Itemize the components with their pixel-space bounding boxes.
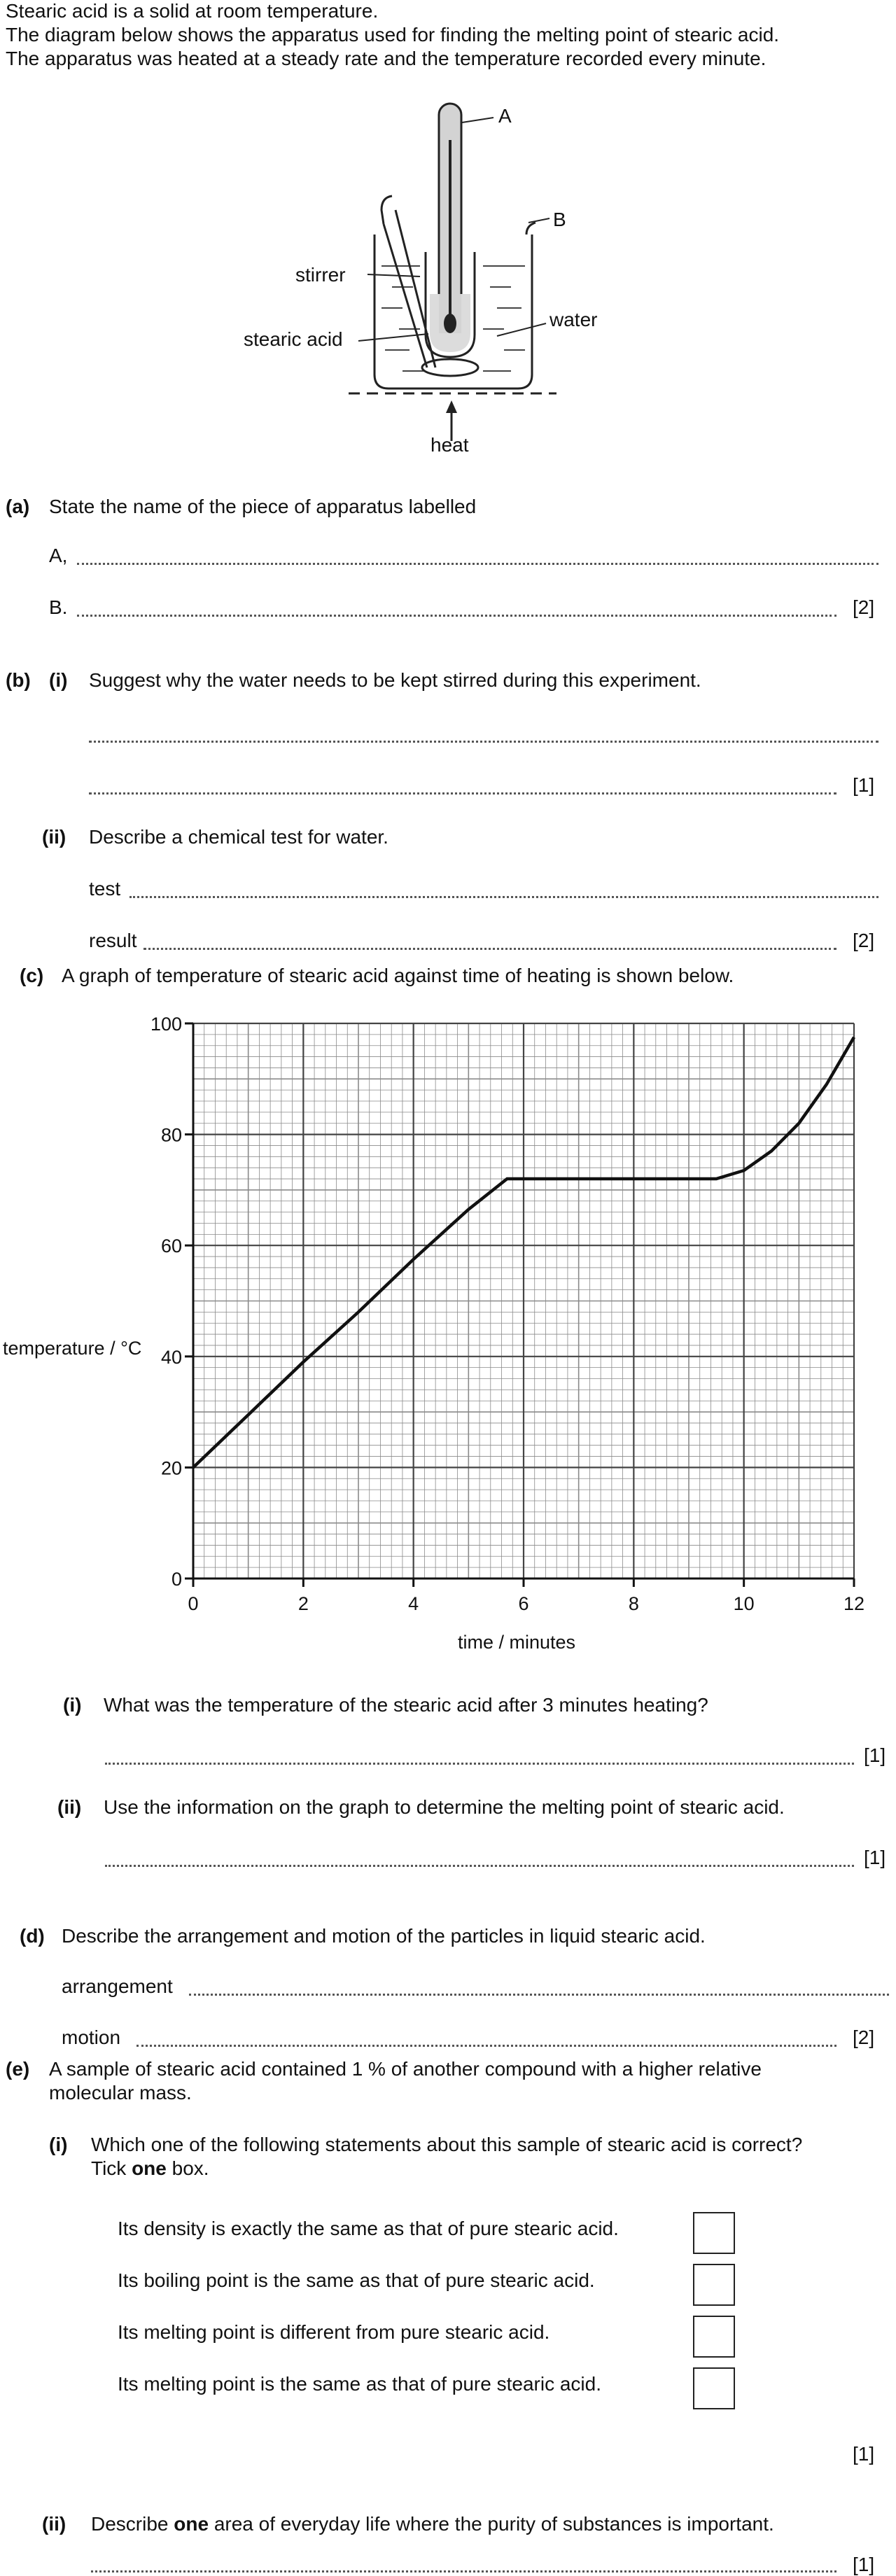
- q-d-number: (d): [20, 1925, 45, 1947]
- q-e-ii-marks: [1]: [853, 2554, 875, 2575]
- x-tick-label: 0: [188, 1593, 199, 1614]
- q-e-ii-number: (ii): [42, 2513, 66, 2535]
- q-d-arrangement-answer[interactable]: [189, 1994, 889, 1996]
- option-4-text: Its melting point is the same as that of pure stearic acid.: [118, 2373, 602, 2395]
- q-b-ii-text: Describe a chemical test for water.: [89, 826, 388, 848]
- q-d-text: Describe the arrangement and motion of the particles in liquid stearic acid.: [62, 1925, 706, 1947]
- q-e-text-2: molecular mass.: [49, 2082, 192, 2104]
- intro-line-1: Stearic acid is a solid at room temperature.: [6, 0, 379, 22]
- q-c-ii-marks: [1]: [864, 1847, 886, 1868]
- q-d-marks: [2]: [853, 2026, 875, 2048]
- option-2-tickbox[interactable]: [693, 2264, 735, 2306]
- q-e-i-text: Which one of the following statements about this sample of stearic acid is correct?: [91, 2134, 803, 2155]
- chart-ylabel: temperature / °C: [3, 1338, 142, 1359]
- y-tick-label: 80: [160, 1124, 182, 1146]
- q-b-ii-number: (ii): [42, 826, 66, 848]
- y-tick-label: 20: [160, 1457, 182, 1479]
- option-2-text: Its boiling point is the same as that of pure stearic acid.: [118, 2269, 595, 2291]
- q-a-marks: [2]: [853, 596, 875, 618]
- option-3-tickbox[interactable]: [693, 2316, 735, 2358]
- x-tick-label: 12: [843, 1593, 865, 1614]
- intro-line-3: The apparatus was heated at a steady rate and the temperature recorded every minute.: [6, 48, 766, 69]
- q-e-ii-answer[interactable]: [91, 2570, 836, 2572]
- q-a-label-a: A,: [49, 545, 68, 566]
- label-stearic-acid: stearic acid: [244, 328, 343, 350]
- chart-xlabel: time / minutes: [458, 1632, 576, 1653]
- q-b-ii-marks: [2]: [853, 930, 875, 951]
- q-b-result-label: result: [89, 930, 137, 951]
- tick-instruction-bold: one: [132, 2157, 167, 2179]
- q-e-ii-bold: one: [174, 2513, 209, 2535]
- q-c-i-text: What was the temperature of the stearic acid after 3 minutes heating?: [104, 1694, 708, 1716]
- q-b-i-text: Suggest why the water needs to be kept stirred during this experiment.: [89, 669, 701, 691]
- q-e-tick-instruction: [91, 2157, 209, 2180]
- q-e-ii-text: [91, 2513, 774, 2535]
- y-tick-label: 0: [171, 1569, 182, 1590]
- q-c-ii-text: Use the information on the graph to determine the melting point of stearic acid.: [104, 1796, 785, 1818]
- q-e-number: (e): [6, 2058, 30, 2080]
- x-tick-label: 4: [408, 1593, 419, 1614]
- q-c-number: (c): [20, 965, 44, 986]
- option-1-text: Its density is exactly the same as that of pure stearic acid.: [118, 2218, 619, 2239]
- q-c-i-number: (i): [63, 1694, 82, 1716]
- tick-instruction-post: box.: [166, 2157, 209, 2179]
- q-a-number: (a): [6, 496, 30, 517]
- label-water: water: [550, 309, 598, 330]
- label-stirrer: stirrer: [295, 264, 346, 286]
- q-c-i-marks: [1]: [864, 1744, 886, 1766]
- q-d-motion-answer[interactable]: [136, 2045, 836, 2047]
- q-d-arrangement-label: arrangement: [62, 1975, 173, 1997]
- y-tick-label: 60: [160, 1236, 182, 1257]
- y-tick-label: 100: [150, 1014, 182, 1035]
- q-c-i-answer[interactable]: [105, 1763, 854, 1765]
- q-b-number: (b): [6, 669, 31, 691]
- label-a: A: [498, 105, 512, 127]
- q-e-ii-post: area of everyday life where the purity of substances is important.: [209, 2513, 774, 2535]
- label-heat: heat: [430, 434, 469, 456]
- q-e-i-marks: [1]: [853, 2443, 875, 2465]
- option-3-text: Its melting point is different from pure stearic acid.: [118, 2321, 550, 2343]
- tick-instruction-pre: Tick: [91, 2157, 132, 2179]
- q-c-ii-number: (ii): [57, 1796, 82, 1818]
- q-c-text: A graph of temperature of stearic acid against time of heating is shown below.: [62, 965, 734, 986]
- q-e-text-1: A sample of stearic acid contained 1 % of another compound with a higher relative: [49, 2058, 762, 2080]
- x-tick-label: 10: [733, 1593, 755, 1614]
- q-e-i-number: (i): [49, 2134, 68, 2155]
- q-d-motion-label: motion: [62, 2026, 121, 2048]
- q-c-ii-answer[interactable]: [105, 1865, 854, 1867]
- q-b-i-number: (i): [49, 669, 68, 691]
- x-tick-label: 2: [298, 1593, 309, 1614]
- label-b: B: [553, 209, 566, 230]
- option-4-tickbox[interactable]: [693, 2367, 735, 2409]
- q-a-label-b: B.: [49, 596, 68, 618]
- x-tick-label: 8: [628, 1593, 639, 1614]
- q-b-test-label: test: [89, 878, 121, 899]
- q-a-text: State the name of the piece of apparatus labelled: [49, 496, 477, 517]
- intro-line-2: The diagram below shows the apparatus used for finding the melting point of stearic acid.: [6, 24, 780, 46]
- q-e-ii-pre: Describe: [91, 2513, 174, 2535]
- x-tick-label: 6: [518, 1593, 529, 1614]
- q-b-i-marks: [1]: [853, 774, 875, 796]
- y-tick-label: 40: [160, 1346, 182, 1368]
- option-1-tickbox[interactable]: [693, 2212, 735, 2254]
